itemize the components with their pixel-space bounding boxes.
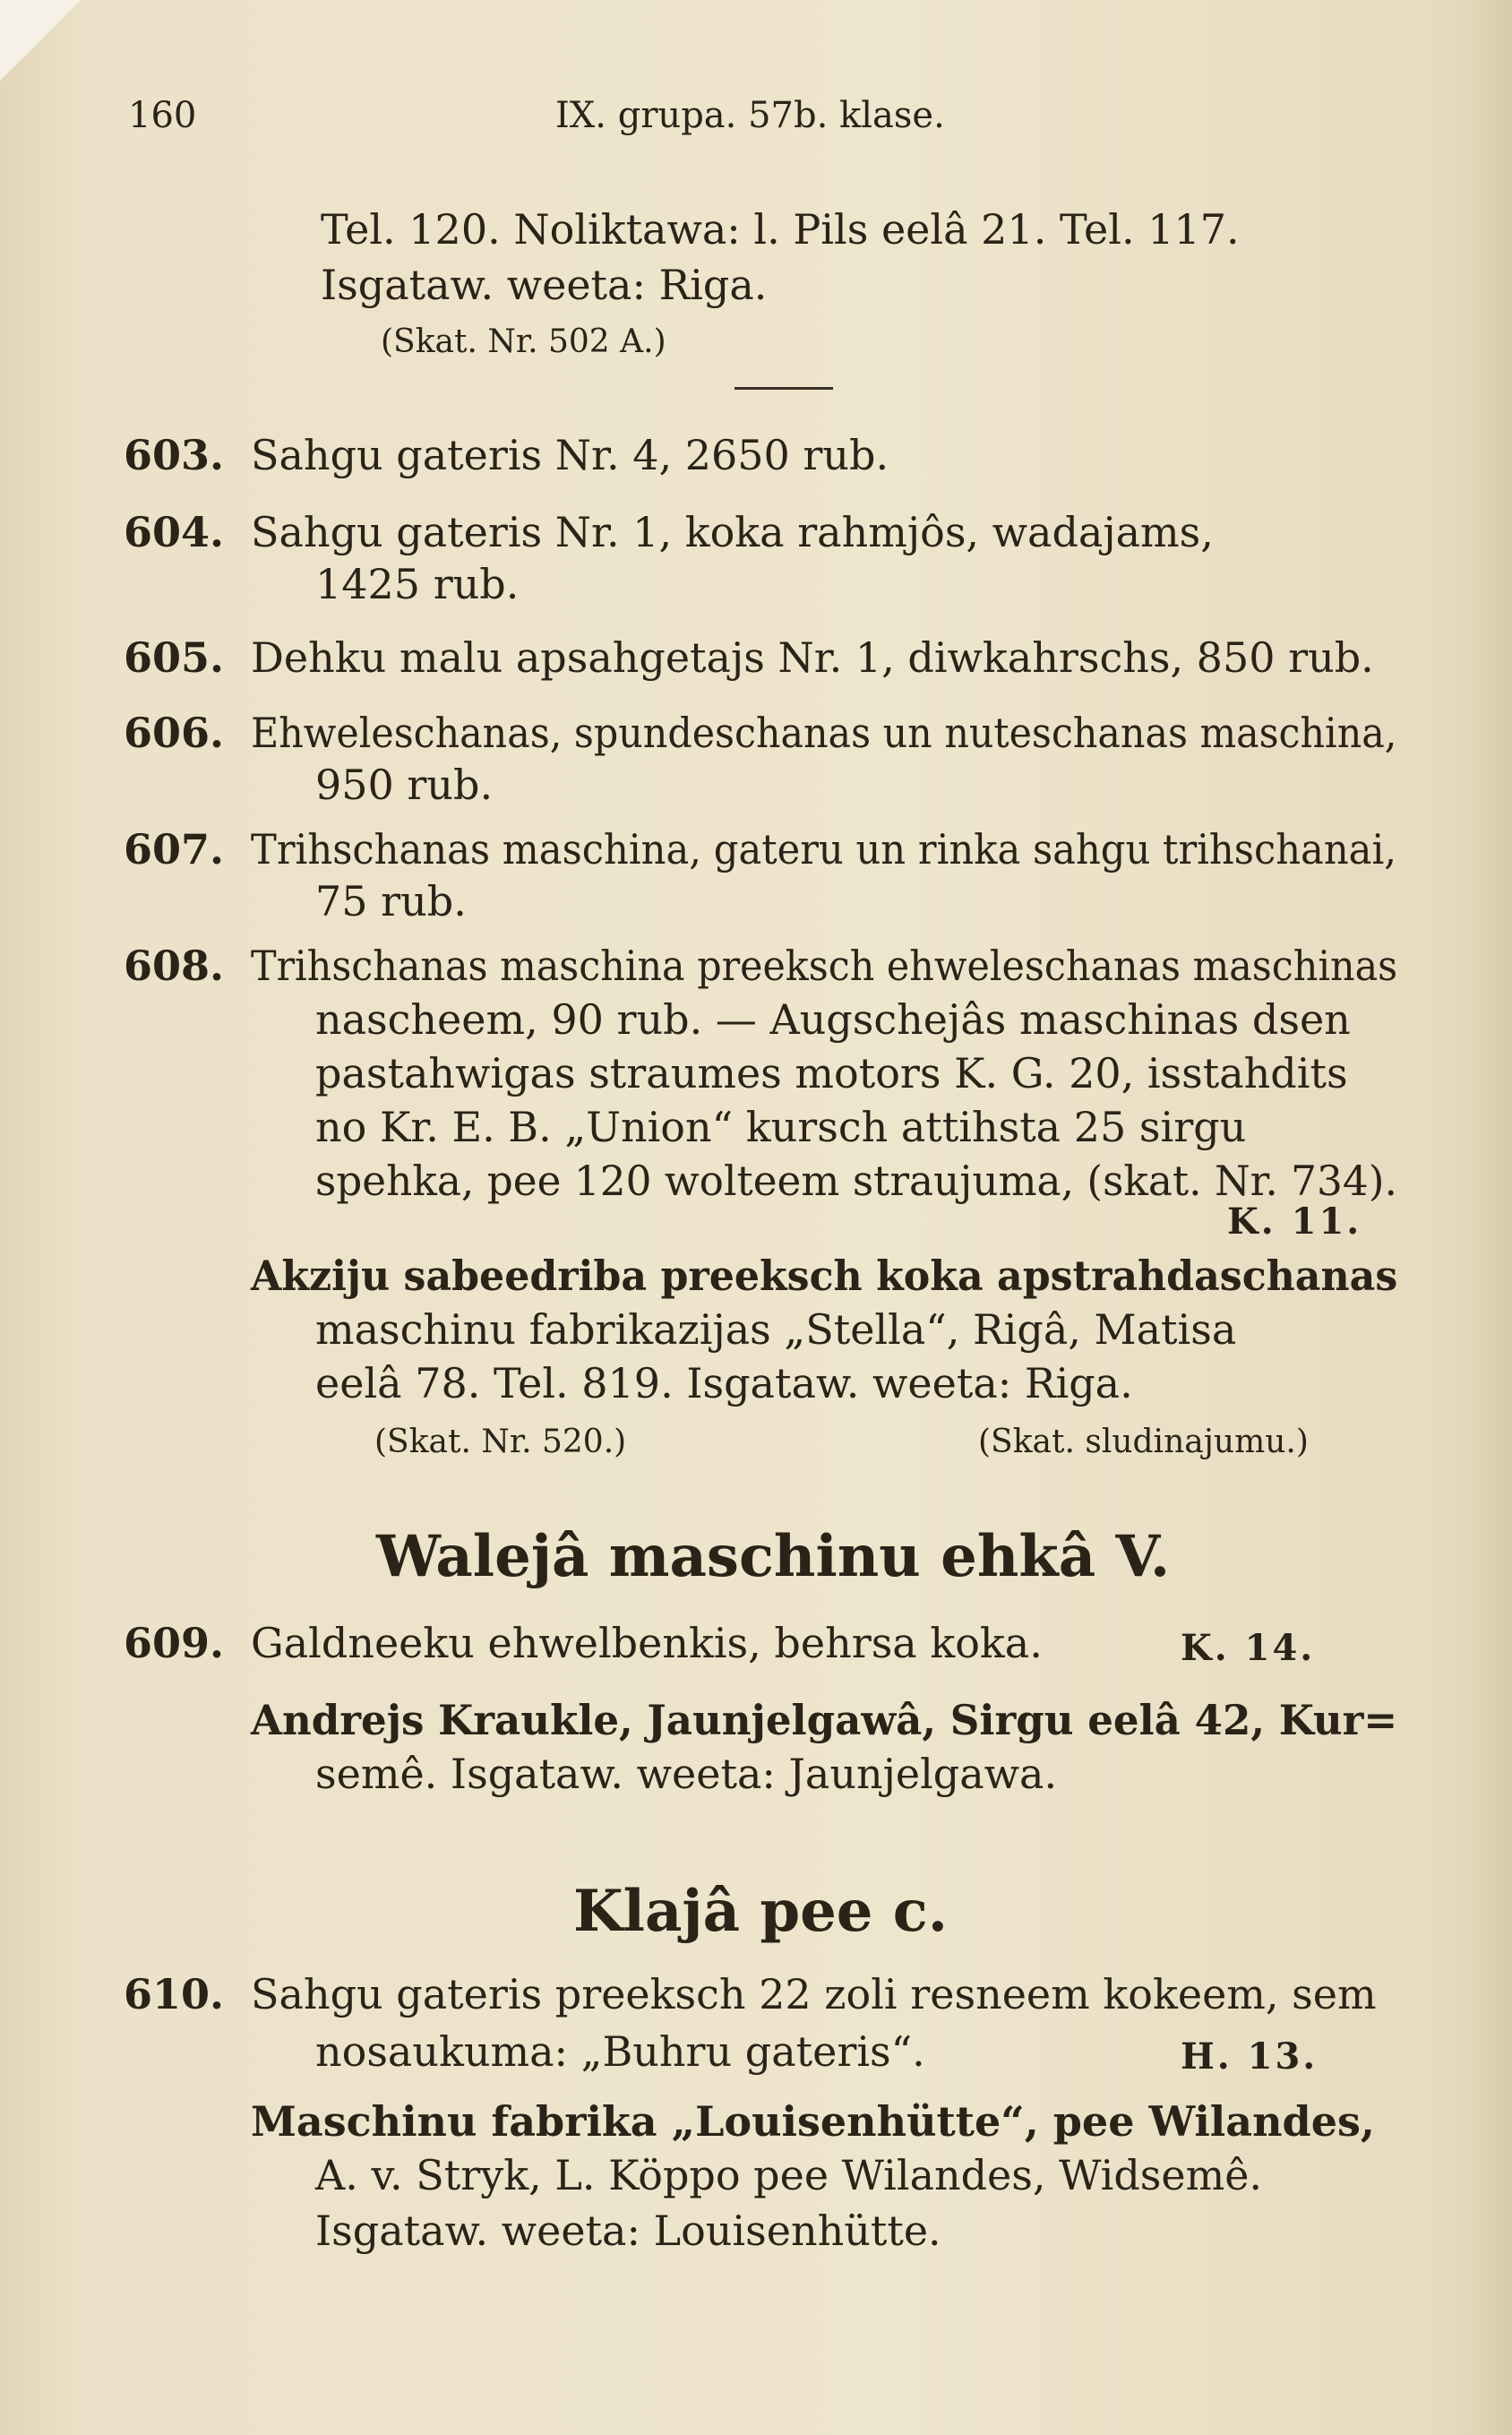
intro-line-1: Tel. 120. Noliktawa: l. Pils eelâ 21. Tel. 117. xyxy=(321,205,1240,254)
exhibitor-609-line-1: Andrejs Kraukle, Jaunjelgawâ, Sirgu eelâ 42, Kur= xyxy=(251,1696,1398,1744)
entry-number-609: 609. xyxy=(124,1619,225,1667)
entry-608-line-1: Trihschanas maschina preeksch ehweleschanas maschinas xyxy=(251,942,1398,990)
exhibitor-609-line-2: semê. Isgataw. weeta: Jaunjelgawa. xyxy=(315,1750,1058,1798)
intro-reference: (Skat. Nr. 502 A.) xyxy=(381,323,666,360)
entry-number-608: 608. xyxy=(124,942,225,990)
entry-608-line-3: pastahwigas straumes motors K. G. 20, isstahdits xyxy=(315,1049,1348,1097)
page-corner xyxy=(0,0,81,81)
entry-608-line-4: no Kr. E. B. „Union“ kursch attihsta 25 sirgu xyxy=(315,1103,1247,1151)
entry-608-line-2: nascheem, 90 rub. — Augschejâs maschinas dsen xyxy=(315,995,1351,1044)
entry-number-605: 605. xyxy=(124,633,225,682)
entry-605-line-1: Dehku malu apsahgetajs Nr. 1, diwkahrschs, 850 rub. xyxy=(251,633,1374,682)
exhibitor-608-line-3: eelâ 78. Tel. 819. Isgataw. weeta: Riga. xyxy=(315,1359,1133,1407)
entry-606-line-2: 950 rub. xyxy=(315,761,494,809)
running-title: IX. grupa. 57b. klase. xyxy=(555,95,945,136)
entry-604-line-2: 1425 rub. xyxy=(315,560,520,608)
entry-number-603: 603. xyxy=(124,431,225,479)
award-mark-609: K. 14. xyxy=(1181,1627,1316,1669)
entry-number-610: 610. xyxy=(124,1970,225,2018)
entry-604-line-1: Sahgu gateris Nr. 1, koka rahmjôs, wadajams, xyxy=(251,508,1214,556)
award-mark-608: K. 11. xyxy=(1227,1200,1362,1243)
entry-610-line-1: Sahgu gateris preeksch 22 zoli resneem kokeem, sem xyxy=(251,1970,1377,2018)
section-heading-1: Walejâ maschinu ehkâ V. xyxy=(376,1523,1171,1590)
entry-608-line-5: spehka, pee 120 wolteem straujuma, (skat. Nr. 734). xyxy=(315,1157,1397,1205)
reference-608-2: (Skat. sludinajumu.) xyxy=(978,1424,1309,1460)
section-heading-2: Klajâ pee c. xyxy=(573,1878,949,1945)
separator-rule xyxy=(735,387,833,390)
award-mark-610: H. 13. xyxy=(1181,2035,1319,2078)
entry-number-606: 606. xyxy=(124,709,225,757)
entry-603-line-1: Sahgu gateris Nr. 4, 2650 rub. xyxy=(251,431,889,479)
page-number: 160 xyxy=(128,95,197,136)
entry-606-line-1: Ehweleschanas, spundeschanas un nuteschanas maschina, xyxy=(251,709,1397,757)
entry-number-607: 607. xyxy=(124,825,225,873)
entry-610-line-2: nosaukuma: „Buhru gateris“. xyxy=(315,2027,925,2076)
exhibitor-608-line-2: maschinu fabrikazijas „Stella“, Rigâ, Matisa xyxy=(315,1305,1237,1354)
entry-609-line-1: Galdneeku ehwelbenkis, behrsa koka. xyxy=(251,1619,1043,1667)
entry-607-line-2: 75 rub. xyxy=(315,877,467,925)
intro-line-2: Isgataw. weeta: Riga. xyxy=(321,261,768,309)
reference-608-1: (Skat. Nr. 520.) xyxy=(374,1424,627,1460)
exhibitor-608-line-1: Akziju sabeedriba preeksch koka apstrahdaschanas xyxy=(251,1252,1398,1300)
entry-607-line-1: Trihschanas maschina, gateru un rinka sahgu trihschanai, xyxy=(251,825,1397,873)
exhibitor-610-line-2: A. v. Stryk, L. Köppo pee Wilandes, Widsemê. xyxy=(315,2151,1263,2199)
exhibitor-610-line-1: Maschinu fabrika „Louisenhütte“, pee Wilandes, xyxy=(251,2097,1375,2146)
entry-number-604: 604. xyxy=(124,508,225,556)
exhibitor-610-line-3: Isgataw. weeta: Louisenhütte. xyxy=(315,2207,941,2255)
